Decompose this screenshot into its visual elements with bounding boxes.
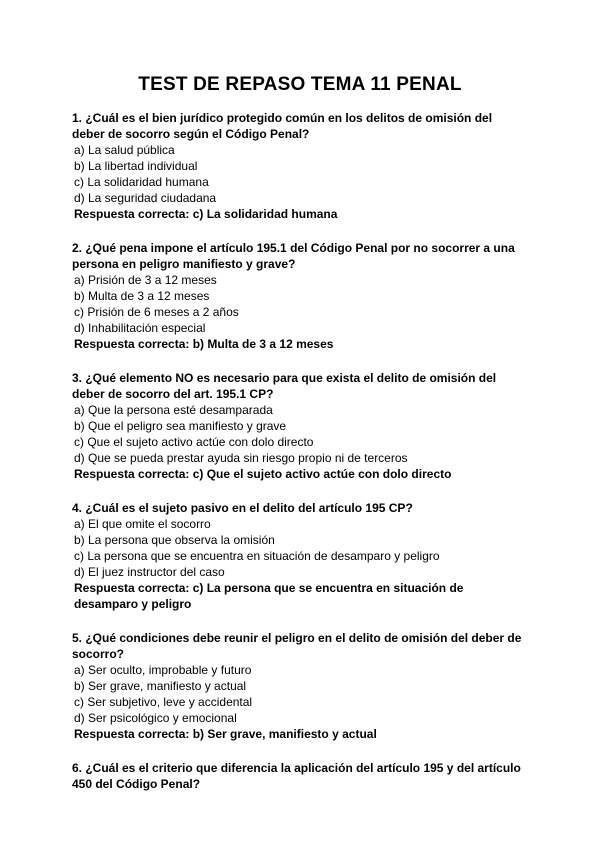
option-c: c) La solidaridad humana [74, 175, 209, 189]
option-a: a) La salud pública [74, 143, 175, 157]
question-text: 3. ¿Qué elemento NO es necesario para que exista el delito de omisión del deber de socorro del art. 195.1 CP? [72, 371, 497, 401]
option-b: b) Ser grave, manifiesto y actual [74, 679, 247, 693]
option-list [72, 402, 528, 466]
correct-answer: Respuesta correcta: c) Que el sujeto activo actúe con dolo directo [74, 467, 452, 481]
question-5 [72, 630, 528, 742]
option-b: b) Multa de 3 a 12 meses [74, 289, 210, 303]
option-a: a) Ser oculto, improbable y futuro [74, 663, 252, 677]
option-d: d) Que se pueda prestar ayuda sin riesgo propio ni de terceros [74, 451, 408, 465]
option-a: a) El que omite el socorro [74, 517, 211, 531]
question-text: 4. ¿Cuál es el sujeto pasivo en el delito del artículo 195 CP? [72, 501, 413, 515]
option-list [72, 272, 528, 336]
option-d: d) Ser psicológico y emocional [74, 711, 237, 725]
option-b: b) La libertad individual [74, 159, 198, 173]
option-a: a) Prisión de 3 a 12 meses [74, 273, 217, 287]
question-text: 5. ¿Qué condiciones debe reunir el peligro en el delito de omisión del deber de socorro? [72, 631, 522, 661]
correct-answer: Respuesta correcta: b) Multa de 3 a 12 meses [74, 337, 334, 351]
option-d: d) La seguridad ciudadana [74, 191, 217, 205]
option-list [72, 516, 528, 580]
question-2 [72, 240, 528, 352]
question-4 [72, 500, 528, 612]
page-title: TEST DE REPASO TEMA 11 PENAL [138, 74, 462, 95]
correct-answer: Respuesta correcta: b) Ser grave, manifiesto y actual [74, 727, 377, 741]
option-b: b) La persona que observa la omisión [74, 533, 275, 547]
question-6 [72, 760, 528, 792]
question-1 [72, 110, 528, 222]
option-d: d) El juez instructor del caso [74, 565, 225, 579]
option-d: d) Inhabilitación especial [74, 321, 206, 335]
option-c: c) La persona que se encuentra en situación de desamparo y peligro [74, 549, 440, 563]
option-a: a) Que la persona esté desamparada [74, 403, 273, 417]
correct-answer: Respuesta correcta: c) La solidaridad humana [74, 207, 338, 221]
option-c: c) Ser subjetivo, leve y accidental [74, 695, 253, 709]
option-list [72, 142, 528, 206]
correct-answer: Respuesta correcta: c) La persona que se encuentra en situación de desamparo y peligro [74, 581, 464, 611]
question-text: 2. ¿Qué pena impone el artículo 195.1 del Código Penal por no socorrer a una persona en peligro manifiesto y grave? [72, 241, 515, 271]
option-list [72, 662, 528, 726]
option-c: c) Prisión de 6 meses a 2 años [74, 305, 239, 319]
question-3 [72, 370, 528, 482]
option-c: c) Que el sujeto activo actúe con dolo directo [74, 435, 314, 449]
question-text: 6. ¿Cuál es el criterio que diferencia la aplicación del artículo 195 y del artículo 450 del Código Penal? [72, 761, 521, 791]
option-b: b) Que el peligro sea manifiesto y grave [74, 419, 287, 433]
question-text: 1. ¿Cuál es el bien jurídico protegido común en los delitos de omisión del deber de socorro según el Código Penal? [72, 111, 493, 141]
